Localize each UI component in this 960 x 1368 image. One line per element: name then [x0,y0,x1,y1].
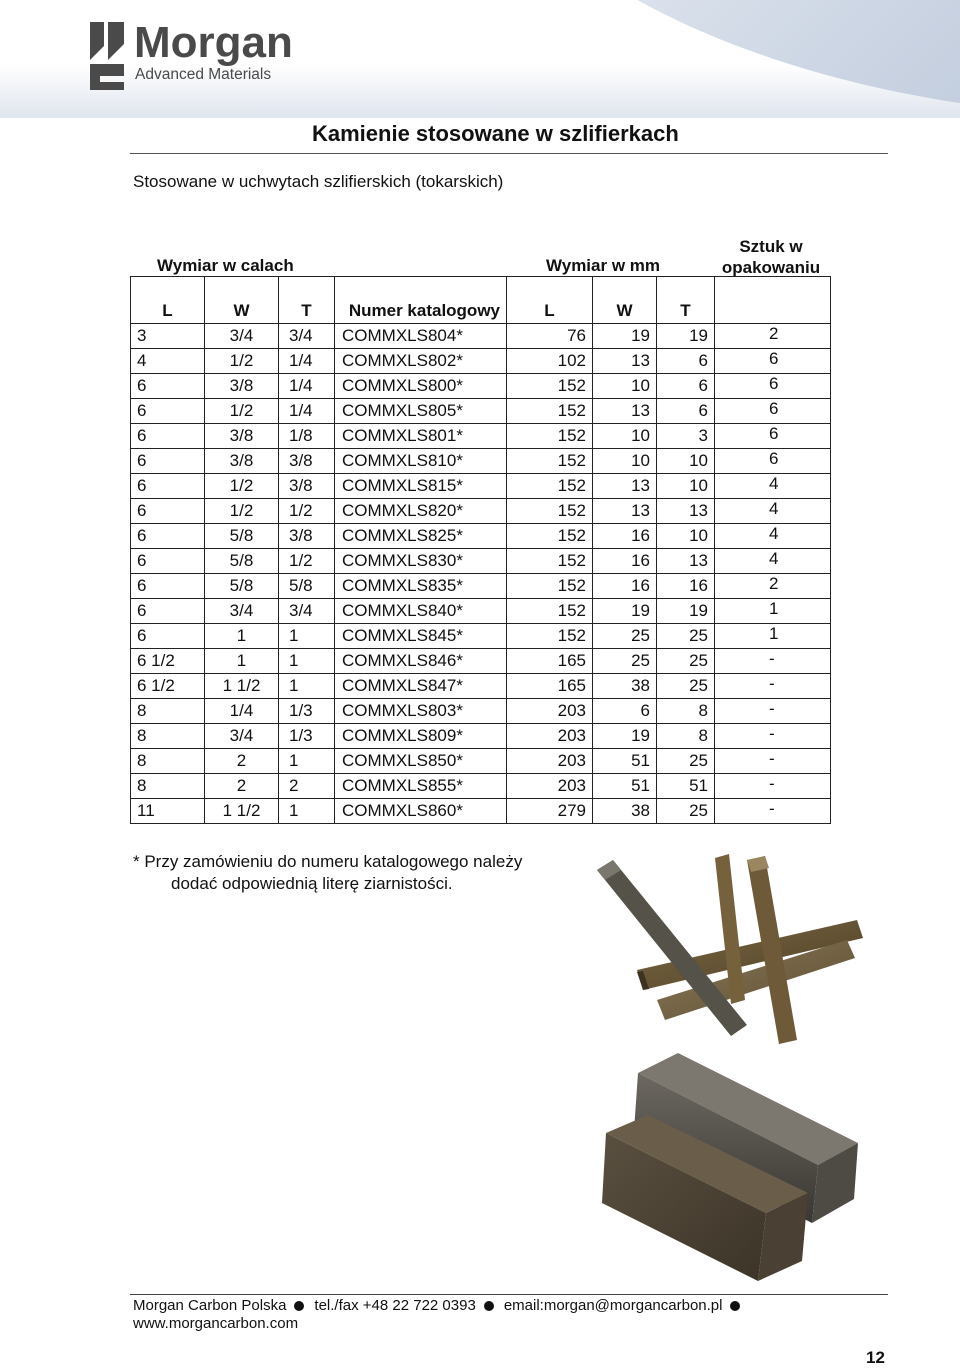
table-row [131,474,831,499]
cell-t-inch: 3/8 [279,524,335,549]
cell-l-inch: 8 [131,749,205,774]
cell-w-inch: 3/8 [205,374,279,399]
cell-pack-qty: 1 [715,624,831,649]
cell-l-mm: 152 [507,399,593,424]
cell-l-inch: 6 [131,474,205,499]
cell-pack-qty: - [715,749,831,774]
cell-t-mm: 25 [657,674,715,699]
cell-t-inch: 1 [279,649,335,674]
cell-w-inch: 1/2 [205,474,279,499]
cell-l-mm: 152 [507,549,593,574]
cell-l-inch: 6 [131,549,205,574]
footer-website: www.morgancarbon.com [133,1315,299,1332]
cell-t-inch: 1/4 [279,399,335,424]
col-header-t-mm: T [657,277,715,324]
cell-w-inch: 1 [205,624,279,649]
cell-l-mm: 102 [507,349,593,374]
cell-w-mm: 16 [593,524,657,549]
cell-w-mm: 10 [593,374,657,399]
cell-w-mm: 6 [593,699,657,724]
cell-w-mm: 19 [593,599,657,624]
cell-catalog-number: COMMXLS855* [335,774,507,799]
cell-catalog-number: COMMXLS860* [335,799,507,824]
table-row [131,324,831,349]
col-header-catalog: Numer katalogowy [335,277,507,324]
cell-l-inch: 6 [131,624,205,649]
table-row [131,399,831,424]
cell-l-mm: 152 [507,374,593,399]
table-row [131,574,831,599]
cell-catalog-number: COMMXLS804* [335,324,507,349]
cell-w-inch: 3/4 [205,724,279,749]
cell-l-inch: 6 [131,374,205,399]
cell-l-inch: 8 [131,699,205,724]
cell-pack-qty: 4 [715,549,831,574]
cell-pack-qty: 6 [715,399,831,424]
cell-t-mm: 3 [657,424,715,449]
cell-l-inch: 6 [131,574,205,599]
cell-l-mm: 165 [507,649,593,674]
cell-t-inch: 1 [279,674,335,699]
cell-catalog-number: COMMXLS810* [335,449,507,474]
cell-l-mm: 279 [507,799,593,824]
cell-w-mm: 16 [593,549,657,574]
cell-l-inch: 6 [131,524,205,549]
page-number: 12 [866,1348,885,1367]
cell-t-inch: 3/4 [279,324,335,349]
cell-t-inch: 3/8 [279,474,335,499]
cell-l-mm: 152 [507,499,593,524]
morgan-logo-mark-icon [90,22,124,90]
cell-l-mm: 203 [507,774,593,799]
cell-t-mm: 25 [657,649,715,674]
cell-t-inch: 3/4 [279,599,335,624]
cell-l-inch: 6 [131,399,205,424]
cell-pack-qty: 4 [715,524,831,549]
cell-t-inch: 1 [279,749,335,774]
table-row [131,599,831,624]
cell-catalog-number: COMMXLS800* [335,374,507,399]
cell-catalog-number: COMMXLS815* [335,474,507,499]
table-row [131,649,831,674]
cell-pack-qty: 2 [715,324,831,349]
cell-t-mm: 10 [657,524,715,549]
table-row [131,724,831,749]
company-logo [90,18,340,94]
cell-t-mm: 10 [657,449,715,474]
page-subtitle: Stosowane w uchwytach szlifierskich (tokarskich) [133,172,504,191]
cell-w-inch: 5/8 [205,549,279,574]
cell-l-inch: 6 [131,499,205,524]
table-row [131,449,831,474]
cell-catalog-number: COMMXLS820* [335,499,507,524]
cell-t-mm: 13 [657,549,715,574]
cell-pack-qty: - [715,724,831,749]
group-header-mm: Wymiar w mm [546,256,661,275]
cell-t-mm: 8 [657,724,715,749]
cell-t-mm: 51 [657,774,715,799]
cell-pack-qty: 2 [715,574,831,599]
cell-t-mm: 6 [657,399,715,424]
table-row [131,524,831,549]
cell-w-inch: 3/4 [205,599,279,624]
cell-l-inch: 8 [131,724,205,749]
cell-l-mm: 152 [507,599,593,624]
cell-t-inch: 1 [279,799,335,824]
cell-pack-qty: 4 [715,499,831,524]
col-header-l-inch: L [131,277,205,324]
footnote-line-2: dodać odpowiednią literę ziarnistości. [171,874,453,893]
product-table [130,276,831,824]
logo-tagline: Advanced Materials [135,66,272,83]
cell-t-inch: 1/4 [279,349,335,374]
cell-t-mm: 13 [657,499,715,524]
bullet-icon [484,1301,494,1311]
table-row [131,349,831,374]
cell-catalog-number: COMMXLS840* [335,599,507,624]
cell-w-inch: 1/2 [205,399,279,424]
bullet-icon [294,1301,304,1311]
cell-l-mm: 165 [507,674,593,699]
cell-t-inch: 1/3 [279,724,335,749]
table-row [131,624,831,649]
cell-w-mm: 10 [593,424,657,449]
cell-pack-qty: 6 [715,349,831,374]
footer-divider [130,1294,888,1295]
cell-catalog-number: COMMXLS809* [335,724,507,749]
cell-pack-qty: 6 [715,374,831,399]
cell-t-mm: 25 [657,799,715,824]
cell-l-inch: 11 [131,799,205,824]
cell-l-mm: 203 [507,749,593,774]
cell-t-mm: 19 [657,324,715,349]
cell-w-mm: 16 [593,574,657,599]
table-row [131,699,831,724]
footnote-line-1: * Przy zamówieniu do numeru katalogowego należy [133,852,523,871]
cell-t-inch: 1/2 [279,499,335,524]
header-band [0,0,960,118]
table-row [131,374,831,399]
table-row [131,799,831,824]
cell-catalog-number: COMMXLS802* [335,349,507,374]
cell-t-mm: 10 [657,474,715,499]
cell-w-mm: 25 [593,624,657,649]
cell-w-mm: 51 [593,749,657,774]
cell-t-inch: 1/3 [279,699,335,724]
cell-l-inch: 6 [131,449,205,474]
table-row [131,549,831,574]
cell-w-mm: 19 [593,324,657,349]
cell-l-mm: 152 [507,424,593,449]
cell-t-mm: 16 [657,574,715,599]
cell-l-inch: 6 1/2 [131,649,205,674]
footer-contact [133,1297,750,1314]
cell-w-mm: 38 [593,799,657,824]
cell-w-inch: 2 [205,749,279,774]
footer-company: Morgan Carbon Polska [133,1297,287,1314]
cell-w-inch: 1 [205,649,279,674]
page-title: Kamienie stosowane w szlifierkach [312,121,679,146]
cell-w-inch: 2 [205,774,279,799]
cell-catalog-number: COMMXLS845* [335,624,507,649]
cell-t-inch: 1/4 [279,374,335,399]
logo-wordmark: Morgan [134,18,293,67]
cell-l-inch: 3 [131,324,205,349]
header-decoration [440,0,960,118]
col-header-pack [715,277,831,324]
title-divider [130,153,888,154]
cell-w-inch: 5/8 [205,574,279,599]
cell-pack-qty: - [715,674,831,699]
cell-w-inch: 1/2 [205,499,279,524]
table-header-row [131,277,831,324]
cell-w-inch: 1/2 [205,349,279,374]
cell-l-mm: 152 [507,474,593,499]
footnote [133,851,522,895]
cell-l-mm: 152 [507,624,593,649]
cell-pack-qty: - [715,649,831,674]
cell-l-mm: 203 [507,724,593,749]
cell-w-inch: 1/4 [205,699,279,724]
cell-w-inch: 1 1/2 [205,674,279,699]
cell-l-inch: 6 1/2 [131,674,205,699]
cell-l-mm: 152 [507,449,593,474]
cell-l-inch: 6 [131,424,205,449]
cell-t-inch: 1/2 [279,549,335,574]
cell-t-inch: 1 [279,624,335,649]
cell-catalog-number: COMMXLS805* [335,399,507,424]
cell-pack-qty: - [715,699,831,724]
cell-l-inch: 6 [131,599,205,624]
cell-pack-qty: 4 [715,474,831,499]
cell-pack-qty: 1 [715,599,831,624]
cell-catalog-number: COMMXLS825* [335,524,507,549]
cell-l-mm: 76 [507,324,593,349]
footer-email: email:morgan@morgancarbon.pl [503,1297,723,1314]
sharpening-stones-photo [598,1053,858,1281]
cell-pack-qty: 6 [715,449,831,474]
cell-w-mm: 13 [593,474,657,499]
cell-l-inch: 8 [131,774,205,799]
cell-w-inch: 3/4 [205,324,279,349]
cell-w-inch: 1 1/2 [205,799,279,824]
cell-w-mm: 13 [593,399,657,424]
cell-l-inch: 4 [131,349,205,374]
sharpening-sticks-photo [597,850,863,1046]
cell-t-mm: 19 [657,599,715,624]
cell-catalog-number: COMMXLS835* [335,574,507,599]
table-row [131,499,831,524]
table-body [131,324,831,824]
cell-catalog-number: COMMXLS801* [335,424,507,449]
cell-catalog-number: COMMXLS850* [335,749,507,774]
cell-catalog-number: COMMXLS830* [335,549,507,574]
col-header-w-inch: W [205,277,279,324]
cell-w-inch: 3/8 [205,449,279,474]
cell-pack-qty: - [715,799,831,824]
cell-l-mm: 152 [507,524,593,549]
cell-t-inch: 3/8 [279,449,335,474]
table-row [131,774,831,799]
table-row [131,674,831,699]
cell-w-mm: 13 [593,499,657,524]
cell-t-inch: 2 [279,774,335,799]
cell-w-inch: 3/8 [205,424,279,449]
cell-w-mm: 19 [593,724,657,749]
cell-pack-qty: 6 [715,424,831,449]
cell-w-mm: 10 [593,449,657,474]
cell-pack-qty: - [715,774,831,799]
col-header-t-inch: T [279,277,335,324]
col-header-w-mm: W [593,277,657,324]
cell-w-mm: 51 [593,774,657,799]
cell-catalog-number: COMMXLS846* [335,649,507,674]
cell-t-mm: 6 [657,349,715,374]
cell-l-mm: 203 [507,699,593,724]
cell-t-inch: 1/8 [279,424,335,449]
group-header-inch: Wymiar w calach [157,256,294,275]
cell-w-inch: 5/8 [205,524,279,549]
bullet-icon [730,1301,740,1311]
group-header-pack: Sztuk w opakowaniu [721,237,821,277]
cell-t-mm: 8 [657,699,715,724]
cell-t-mm: 25 [657,749,715,774]
table-row [131,424,831,449]
cell-t-mm: 25 [657,624,715,649]
cell-l-mm: 152 [507,574,593,599]
cell-t-mm: 6 [657,374,715,399]
table-row [131,749,831,774]
col-header-l-mm: L [507,277,593,324]
cell-w-mm: 13 [593,349,657,374]
footer-phone: tel./fax +48 22 722 0393 [314,1297,476,1314]
cell-w-mm: 25 [593,649,657,674]
cell-t-inch: 5/8 [279,574,335,599]
cell-catalog-number: COMMXLS803* [335,699,507,724]
cell-catalog-number: COMMXLS847* [335,674,507,699]
cell-w-mm: 38 [593,674,657,699]
